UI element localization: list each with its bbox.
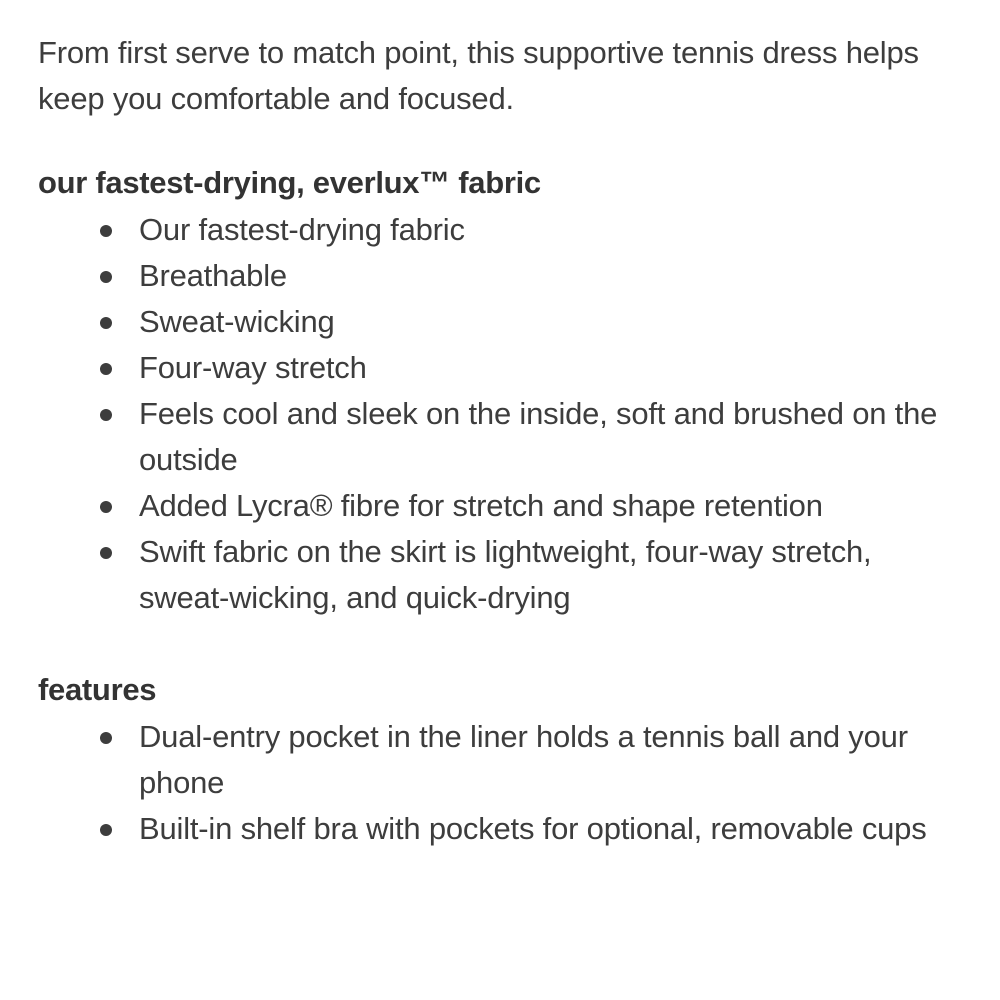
- bullet-icon: [100, 547, 112, 559]
- bullet-icon: [100, 501, 112, 513]
- bullet-icon: [100, 317, 112, 329]
- bullet-icon: [100, 271, 112, 283]
- list-item-text: Dual-entry pocket in the liner holds a tennis ball and your phone: [139, 719, 908, 800]
- bullet-icon: [100, 225, 112, 237]
- list-item: [38, 207, 968, 253]
- list-item: [38, 391, 968, 483]
- list-item-text: Breathable: [139, 258, 287, 293]
- list-item: [38, 714, 968, 806]
- bullet-icon: [100, 732, 112, 744]
- list-item: [38, 529, 968, 621]
- list-item: [38, 253, 968, 299]
- list-item-text: Built-in shelf bra with pockets for optional, removable cups: [139, 811, 927, 846]
- bullet-icon: [100, 824, 112, 836]
- bullet-icon: [100, 409, 112, 421]
- bullet-icon: [100, 363, 112, 375]
- product-description: [38, 30, 968, 852]
- list-item-text: Sweat-wicking: [139, 304, 335, 339]
- list-item: [38, 483, 968, 529]
- list-item: [38, 806, 968, 852]
- list-item: [38, 345, 968, 391]
- intro-paragraph: From first serve to match point, this supportive tennis dress helps keep you comfortable and focused.: [38, 35, 919, 116]
- list-item-text: Feels cool and sleek on the inside, soft and brushed on the outside: [139, 396, 938, 477]
- list-item: [38, 299, 968, 345]
- list-item-text: Four-way stretch: [139, 350, 367, 385]
- fabric-heading: our fastest-drying, everlux™ fabric: [38, 165, 541, 200]
- fabric-list: [38, 207, 968, 621]
- list-item-text: Added Lycra® fibre for stretch and shape retention: [139, 488, 823, 523]
- list-item-text: Our fastest-drying fabric: [139, 212, 465, 247]
- features-heading: features: [38, 672, 157, 707]
- features-list: [38, 714, 968, 852]
- list-item-text: Swift fabric on the skirt is lightweight, four-way stretch, sweat-wicking, and quick-drying: [139, 534, 872, 615]
